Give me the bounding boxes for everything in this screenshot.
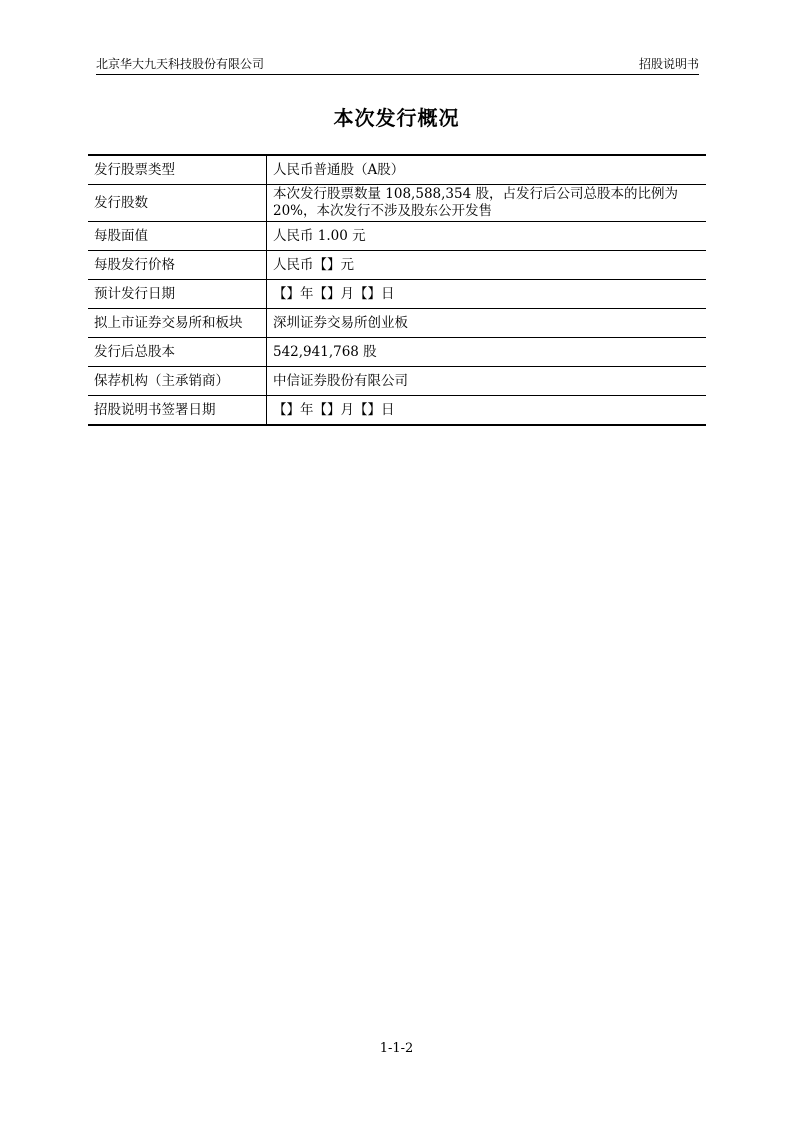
row-value: 中信证券股份有限公司 (267, 367, 707, 396)
row-label: 每股面值 (88, 222, 267, 251)
table-row (88, 338, 706, 367)
table-row (88, 309, 706, 338)
row-label: 发行后总股本 (88, 338, 267, 367)
offering-summary-table (88, 154, 706, 426)
row-value: 本次发行股票数量 108,588,354 股，占发行后公司总股本的比例为 20%，本次发行不涉及股东公开发售 (267, 185, 707, 222)
row-label: 招股说明书签署日期 (88, 396, 267, 426)
row-value: 人民币普通股（A股） (273, 161, 405, 178)
row-label: 发行股票类型 (88, 155, 267, 185)
table-row (88, 367, 706, 396)
page-title: 本次发行概况 (333, 106, 460, 130)
header-company-name: 北京华大九天科技股份有限公司 (96, 57, 265, 71)
row-label: 保荐机构（主承销商） (88, 367, 267, 396)
header-document-type: 招股说明书 (638, 57, 699, 71)
row-value: 人民币【】元 (267, 251, 707, 280)
row-label: 拟上市证券交易所和板块 (88, 309, 267, 338)
row-label: 每股发行价格 (88, 251, 267, 280)
row-value: 深圳证券交易所创业板 (267, 309, 707, 338)
row-label: 预计发行日期 (88, 280, 267, 309)
table-row (88, 222, 706, 251)
row-value: 542,941,768 股 (267, 338, 707, 367)
page-number: 1-1-2 (379, 1041, 414, 1056)
table-row (88, 280, 706, 309)
table-row (88, 155, 706, 185)
table-row (88, 185, 706, 222)
row-value: 【】年【】月【】日 (267, 280, 707, 309)
row-label: 发行股数 (88, 185, 267, 222)
table-row (88, 251, 706, 280)
table-row (88, 396, 706, 426)
page-header (96, 56, 699, 75)
row-value: 人民币 1.00 元 (267, 222, 707, 251)
row-value: 【】年【】月【】日 (267, 396, 707, 426)
